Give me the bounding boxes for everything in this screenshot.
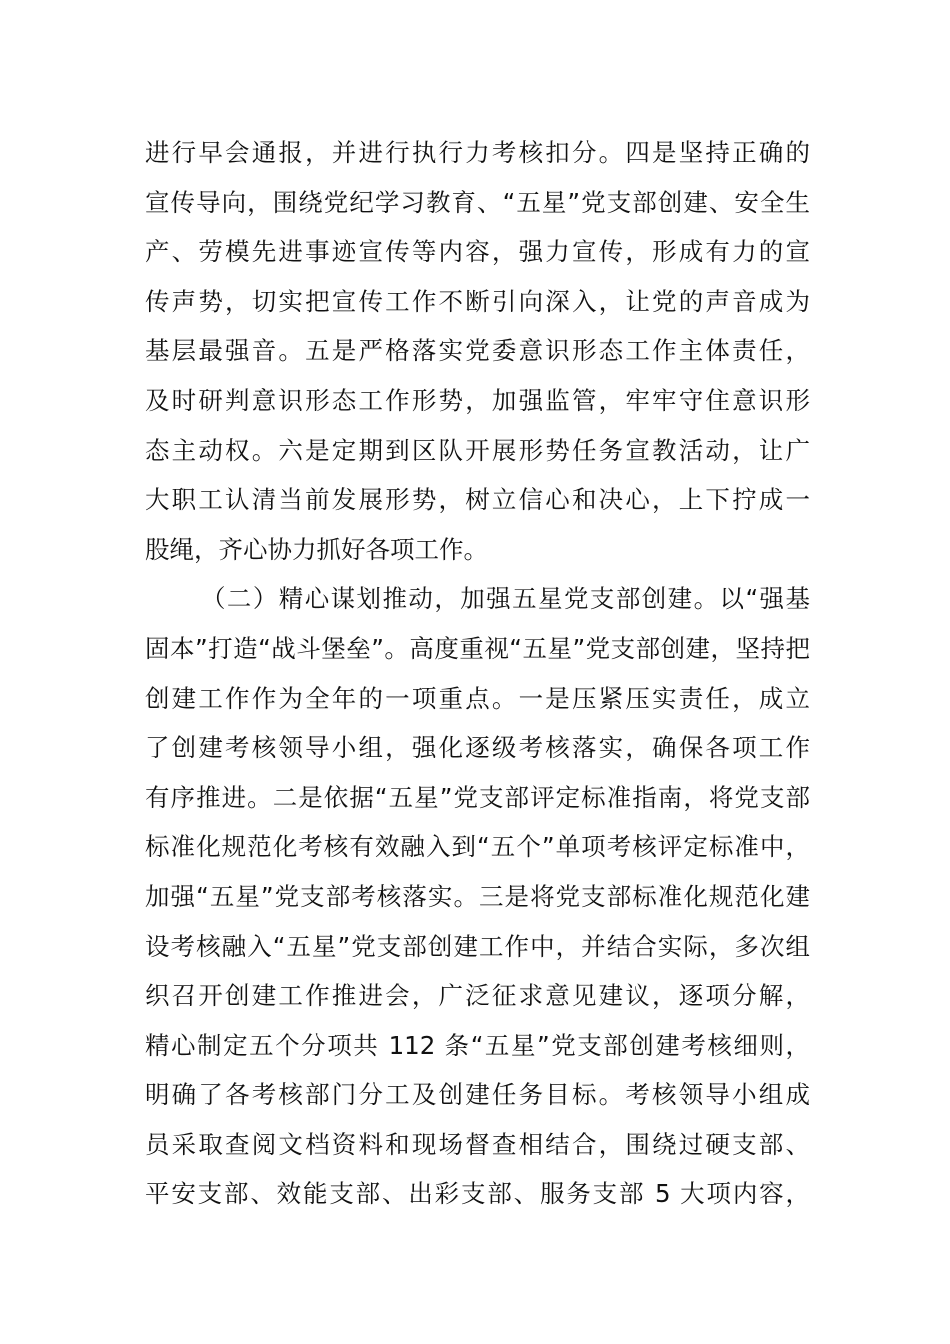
section-heading-line: （二）精心谋划推动，加强五星党支部创建。以“强基	[201, 584, 810, 614]
text-line: 有序推进。二是依据“五星”党支部评定标准指南，将党支部	[145, 782, 810, 812]
text-line: 基层最强音。五是严格落实党委意识形态工作主体责任，	[145, 336, 810, 366]
text-line: 精心制定五个分项共 112 条“五星”党支部创建考核细则，	[145, 1030, 810, 1060]
text-line: 宣传导向，围绕党纪学习教育、“五星”党支部创建、安全生	[145, 187, 810, 217]
text-line: 员采取查阅文档资料和现场督查相结合，围绕过硬支部、	[145, 1129, 810, 1159]
text-line: 设考核融入“五星”党支部创建工作中，并结合实际，多次组	[145, 931, 810, 961]
text-line: 平安支部、效能支部、出彩支部、服务支部 5 大项内容，	[145, 1179, 810, 1209]
text-line: 产、劳模先进事迹宣传等内容，强力宣传，形成有力的宣	[145, 237, 810, 267]
text-line: 了创建考核领导小组，强化逐级考核落实，确保各项工作	[145, 733, 810, 763]
text-line: 态主动权。六是定期到区队开展形势任务宣教活动，让广	[145, 435, 810, 465]
text-line: 固本”打造“战斗堡垒”。高度重视“五星”党支部创建，坚持把	[145, 633, 810, 663]
paragraph-end-line: 股绳，齐心协力抓好各项工作。	[145, 534, 488, 564]
text-line: 进行早会通报，并进行执行力考核扣分。四是坚持正确的	[145, 138, 810, 167]
text-line: 明确了各考核部门分工及创建任务目标。考核领导小组成	[145, 1080, 810, 1110]
text-line: 加强“五星”党支部考核落实。三是将党支部标准化规范化建	[145, 881, 810, 911]
body-text	[145, 128, 810, 1219]
text-line: 大职工认清当前发展形势，树立信心和决心，上下拧成一	[145, 485, 810, 515]
text-line: 创建工作作为全年的一项重点。一是压紧压实责任，成立	[145, 683, 810, 713]
text-line: 及时研判意识形态工作形势，加强监管，牢牢守住意识形	[145, 385, 810, 415]
text-line: 织召开创建工作推进会，广泛征求意见建议，逐项分解，	[145, 981, 810, 1011]
text-line: 传声势，切实把宣传工作不断引向深入，让党的声音成为	[145, 286, 810, 316]
text-line: 标准化规范化考核有效融入到“五个”单项考核评定标准中，	[145, 832, 810, 862]
